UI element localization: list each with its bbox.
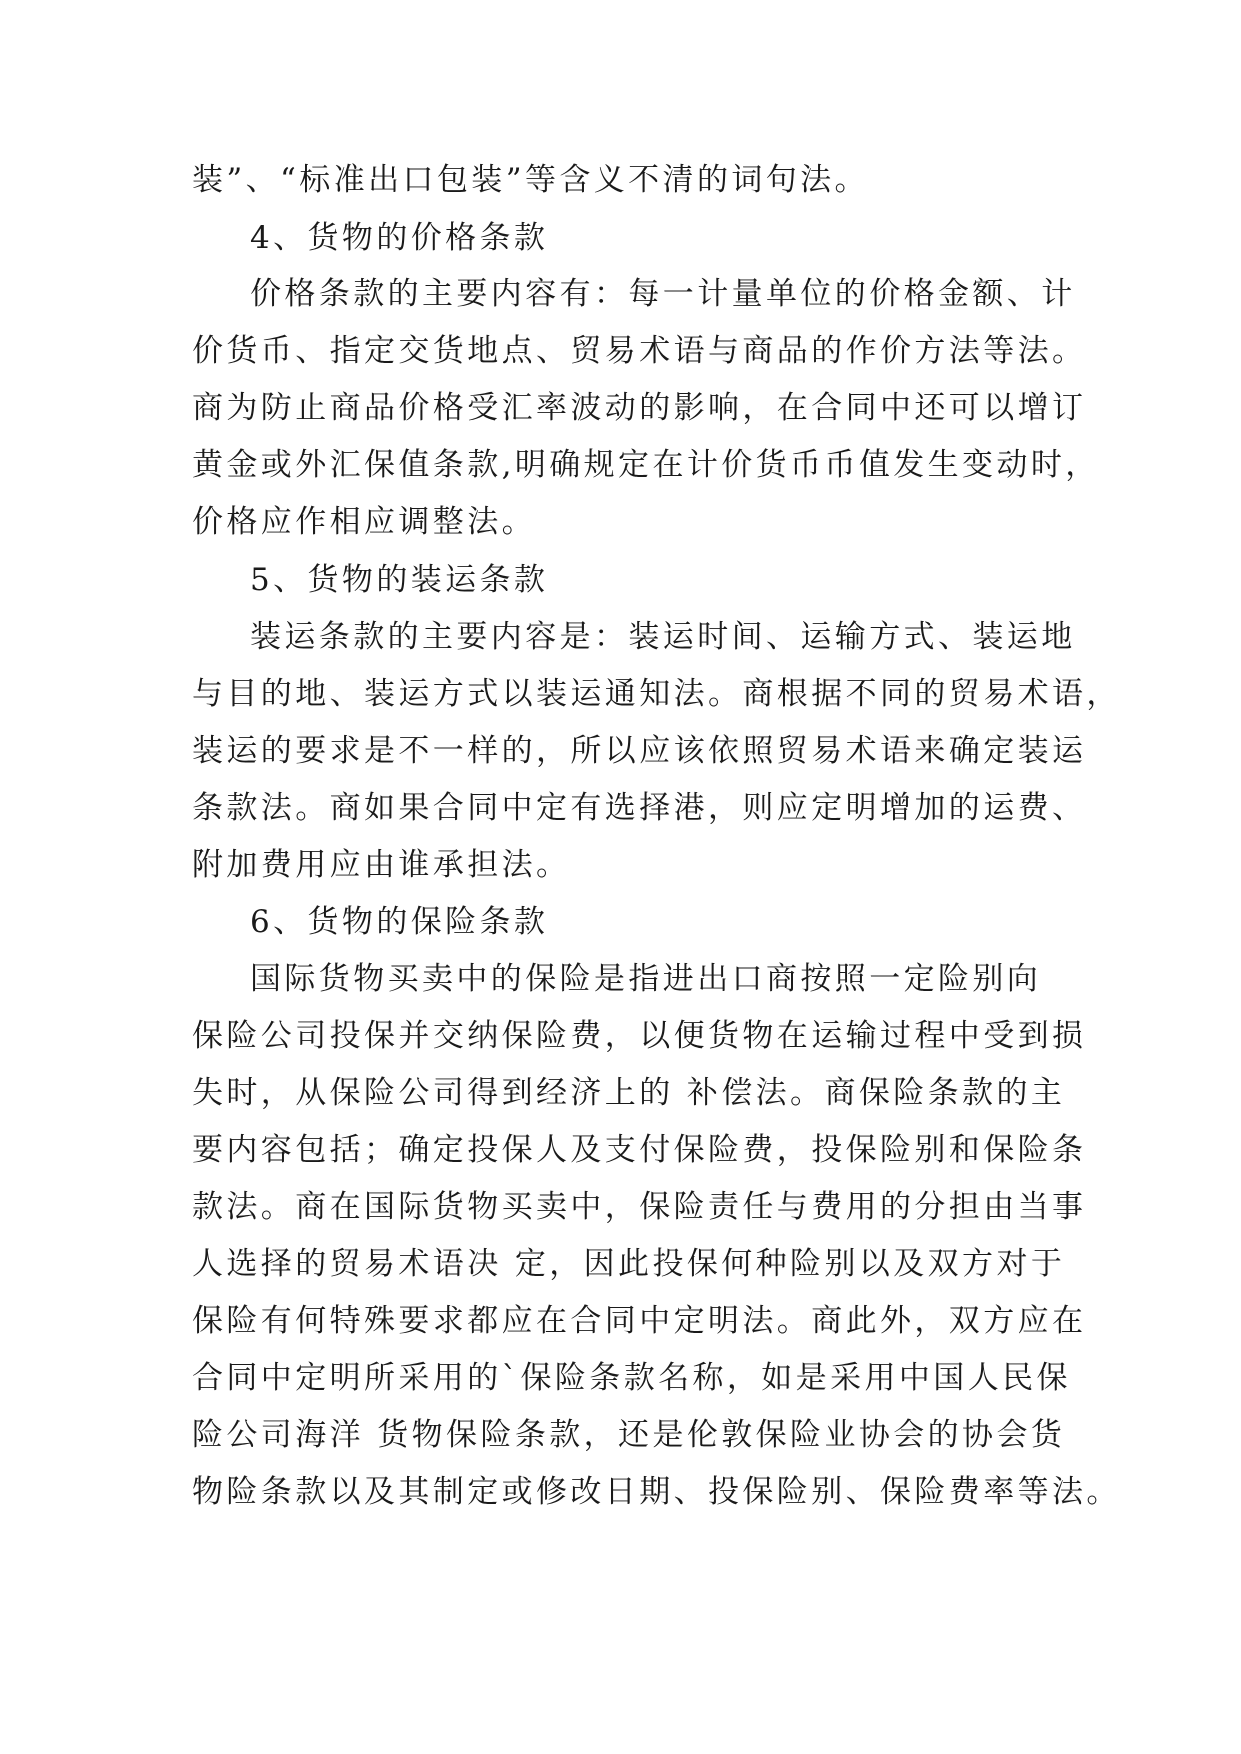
body-text-line: 保险公司投保并交纳保险费，以便货物在运输过程中受到损 [192,1018,1087,1054]
body-text-line: 附加费用应由谁承担法。 [192,847,571,883]
body-text-line: 商为防止商品价格受汇率波动的影响，在合同中还可以增订 [192,390,1087,426]
body-text-line: 保险有何特殊要求都应在合同中定明法。商此外，双方应在 [192,1303,1087,1339]
body-text-line: 物险条款以及其制定或修改日期、投保险别、保险费率等法。 [192,1474,1121,1510]
body-text-line: 价格应作相应调整法。 [192,504,536,540]
body-text-line: 失时，从保险公司得到经济上的 补偿法。商保险条款的主 [192,1075,1066,1111]
body-text-line: 装”、“标准出口包装”等含义不清的词句法。 [192,162,869,198]
section-heading: 6、货物的保险条款 [250,904,549,940]
section-heading: 5、货物的装运条款 [250,562,549,598]
body-text-line: 价货币、指定交货地点、贸易术语与商品的作价方法等法。 [192,333,1087,369]
body-text-line: 装运条款的主要内容是：装运时间、运输方式、装运地 [250,619,1076,655]
body-text-line: 人选择的贸易术语决 定，因此投保何种险别以及双方对于 [192,1246,1066,1282]
body-text-line: 险公司海洋 货物保险条款，还是伦敦保险业协会的协会货 [192,1417,1066,1453]
body-text-line: 条款法。商如果合同中定有选择港，则应定明增加的运费、 [192,790,1087,826]
body-text-line: 款法。商在国际货物买卖中，保险责任与费用的分担由当事 [192,1189,1087,1225]
section-heading: 4、货物的价格条款 [250,220,549,256]
body-text-line: 黄金或外汇保值条款,明确规定在计价货币币值发生变动时， [192,447,1100,483]
body-text-line: 要内容包括；确定投保人及支付保险费，投保险别和保险条 [192,1132,1087,1168]
body-text-line: 装运的要求是不一样的，所以应该依照贸易术语来确定装运 [192,733,1087,769]
body-text-line: 合同中定明所采用的`保险条款名称，如是采用中国人民保 [192,1360,1071,1396]
body-text-line: 国际货物买卖中的保险是指进出口商按照一定险别向 [250,961,1042,997]
body-text-line: 与目的地、装运方式以装运通知法。商根据不同的贸易术语， [192,676,1121,712]
body-text-line: 价格条款的主要内容有：每一计量单位的价格金额、计 [250,276,1076,312]
